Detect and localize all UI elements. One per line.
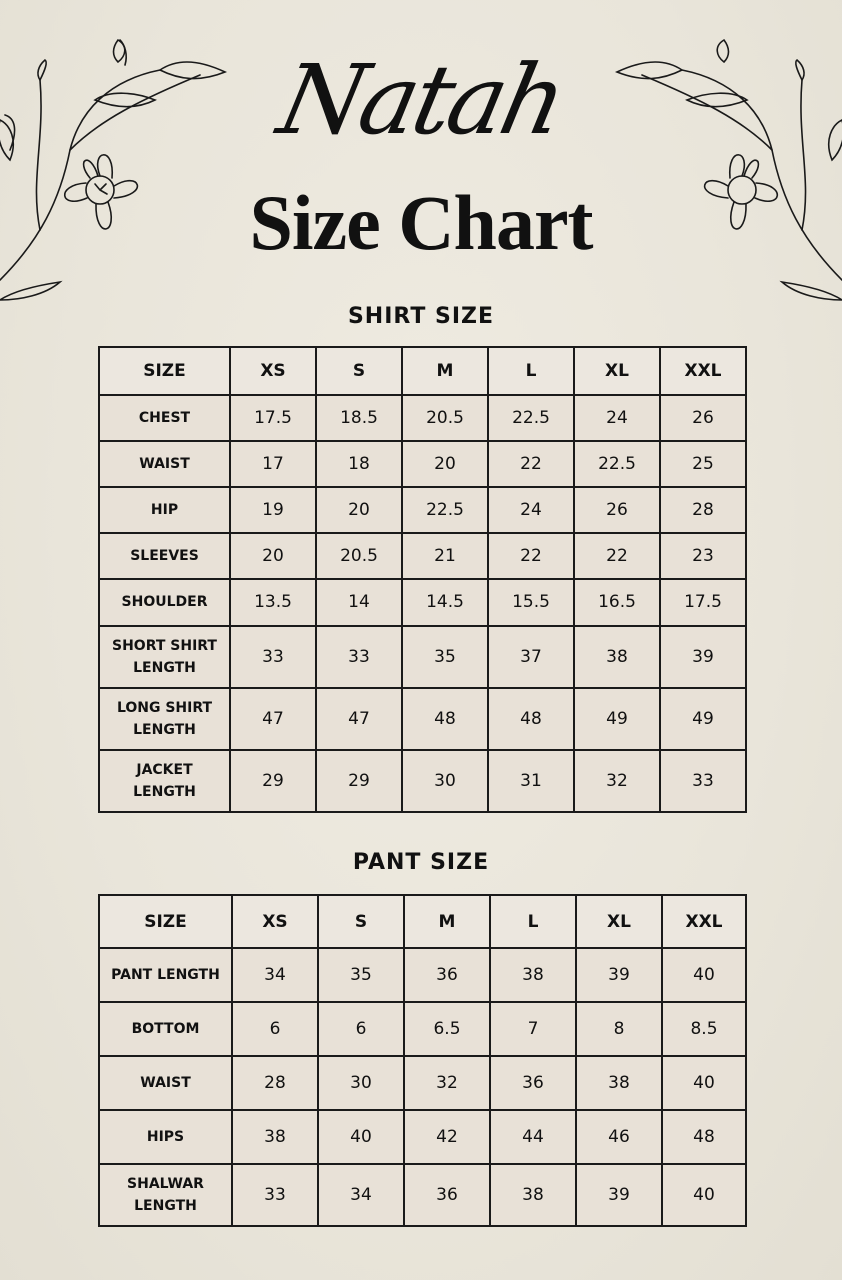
table-cell: 47 <box>230 688 316 750</box>
table-cell: 31 <box>488 750 574 812</box>
table-cell: 39 <box>576 1164 662 1226</box>
table-cell: 29 <box>316 750 402 812</box>
header-cell: S <box>316 347 402 395</box>
header-cell: M <box>404 895 490 948</box>
header-cell: XXL <box>662 895 746 948</box>
table-cell: 42 <box>404 1110 490 1164</box>
table-cell: 22 <box>574 533 660 579</box>
table-cell: 18 <box>316 441 402 487</box>
table-cell: 21 <box>402 533 488 579</box>
page-title: Size Chart <box>249 179 593 266</box>
header-cell: L <box>488 347 574 395</box>
table-row <box>99 1164 746 1226</box>
row-label: LONG SHIRT LENGTH <box>99 688 230 750</box>
table-cell: 6 <box>318 1002 404 1056</box>
table-cell: 22 <box>488 533 574 579</box>
table-cell: 17 <box>230 441 316 487</box>
table-cell: 26 <box>574 487 660 533</box>
row-label: HIP <box>99 487 230 533</box>
table-cell: 20.5 <box>402 395 488 441</box>
table-cell: 20.5 <box>316 533 402 579</box>
table-row <box>99 395 746 441</box>
table-cell: 49 <box>574 688 660 750</box>
table-cell: 23 <box>660 533 746 579</box>
table-row <box>99 487 746 533</box>
table-cell: 47 <box>316 688 402 750</box>
pant-size-table <box>98 894 747 1227</box>
table-cell: 6 <box>232 1002 318 1056</box>
table-cell: 38 <box>490 1164 576 1226</box>
table-cell: 49 <box>660 688 746 750</box>
table-cell: 34 <box>318 1164 404 1226</box>
table-cell: 22.5 <box>574 441 660 487</box>
table-cell: 24 <box>574 395 660 441</box>
table-cell: 8.5 <box>662 1002 746 1056</box>
table-cell: 20 <box>230 533 316 579</box>
header-cell: SIZE <box>99 895 232 948</box>
header-cell: M <box>402 347 488 395</box>
table-cell: 26 <box>660 395 746 441</box>
table-cell: 20 <box>402 441 488 487</box>
table-cell: 33 <box>660 750 746 812</box>
table-cell: 36 <box>404 1164 490 1226</box>
table-cell: 16.5 <box>574 579 660 625</box>
table-cell: 36 <box>404 948 490 1002</box>
table-header-row <box>99 347 746 395</box>
header-cell: XL <box>576 895 662 948</box>
shirt-size-heading: SHIRT SIZE <box>347 304 495 329</box>
table-cell: 20 <box>316 487 402 533</box>
table-cell: 35 <box>402 626 488 688</box>
table-cell: 40 <box>662 1056 746 1110</box>
table-cell: 24 <box>488 487 574 533</box>
table-row <box>99 688 746 750</box>
table-cell: 30 <box>318 1056 404 1110</box>
table-cell: 28 <box>660 487 746 533</box>
table-cell: 33 <box>316 626 402 688</box>
table-cell: 39 <box>576 948 662 1002</box>
table-cell: 35 <box>318 948 404 1002</box>
row-label: BOTTOM <box>99 1002 232 1056</box>
table-cell: 28 <box>232 1056 318 1110</box>
row-label: PANT LENGTH <box>99 948 232 1002</box>
table-cell: 33 <box>232 1164 318 1226</box>
table-row <box>99 1002 746 1056</box>
table-cell: 22.5 <box>402 487 488 533</box>
table-cell: 18.5 <box>316 395 402 441</box>
table-row <box>99 1056 746 1110</box>
table-cell: 38 <box>490 948 576 1002</box>
shirt-size-table <box>98 346 747 813</box>
header-cell: L <box>490 895 576 948</box>
table-cell: 32 <box>404 1056 490 1110</box>
table-cell: 13.5 <box>230 579 316 625</box>
table-cell: 48 <box>488 688 574 750</box>
table-cell: 15.5 <box>488 579 574 625</box>
row-label: SLEEVES <box>99 533 230 579</box>
header-cell: XS <box>232 895 318 948</box>
table-cell: 34 <box>232 948 318 1002</box>
table-cell: 30 <box>402 750 488 812</box>
row-label: SHOULDER <box>99 579 230 625</box>
table-cell: 44 <box>490 1110 576 1164</box>
table-cell: 32 <box>574 750 660 812</box>
row-label: SHORT SHIRT LENGTH <box>99 626 230 688</box>
row-label: CHEST <box>99 395 230 441</box>
table-cell: 33 <box>230 626 316 688</box>
table-cell: 29 <box>230 750 316 812</box>
table-cell: 6.5 <box>404 1002 490 1056</box>
table-cell: 38 <box>232 1110 318 1164</box>
table-cell: 36 <box>490 1056 576 1110</box>
table-row <box>99 533 746 579</box>
header-cell: XL <box>574 347 660 395</box>
table-cell: 17.5 <box>660 579 746 625</box>
header-cell: S <box>318 895 404 948</box>
table-cell: 17.5 <box>230 395 316 441</box>
table-cell: 22.5 <box>488 395 574 441</box>
table-cell: 48 <box>662 1110 746 1164</box>
table-cell: 38 <box>576 1056 662 1110</box>
table-cell: 8 <box>576 1002 662 1056</box>
table-cell: 40 <box>662 1164 746 1226</box>
table-cell: 7 <box>490 1002 576 1056</box>
header-cell: XS <box>230 347 316 395</box>
header-cell: SIZE <box>99 347 230 395</box>
table-cell: 48 <box>402 688 488 750</box>
table-cell: 40 <box>318 1110 404 1164</box>
table-cell: 22 <box>488 441 574 487</box>
table-cell: 19 <box>230 487 316 533</box>
table-cell: 40 <box>662 948 746 1002</box>
table-cell: 46 <box>576 1110 662 1164</box>
row-label: WAIST <box>99 441 230 487</box>
table-cell: 39 <box>660 626 746 688</box>
table-cell: 14 <box>316 579 402 625</box>
table-row <box>99 948 746 1002</box>
table-row <box>99 579 746 625</box>
table-row <box>99 750 746 812</box>
row-label: HIPS <box>99 1110 232 1164</box>
table-cell: 25 <box>660 441 746 487</box>
row-label: JACKET LENGTH <box>99 750 230 812</box>
table-row <box>99 441 746 487</box>
row-label: WAIST <box>99 1056 232 1110</box>
table-cell: 38 <box>574 626 660 688</box>
table-cell: 14.5 <box>402 579 488 625</box>
brand-logo: Natah <box>269 44 573 156</box>
table-header-row <box>99 895 746 948</box>
row-label: SHALWAR LENGTH <box>99 1164 232 1226</box>
pant-size-heading: PANT SIZE <box>352 850 490 875</box>
table-row <box>99 626 746 688</box>
header-cell: XXL <box>660 347 746 395</box>
table-row <box>99 1110 746 1164</box>
table-cell: 37 <box>488 626 574 688</box>
